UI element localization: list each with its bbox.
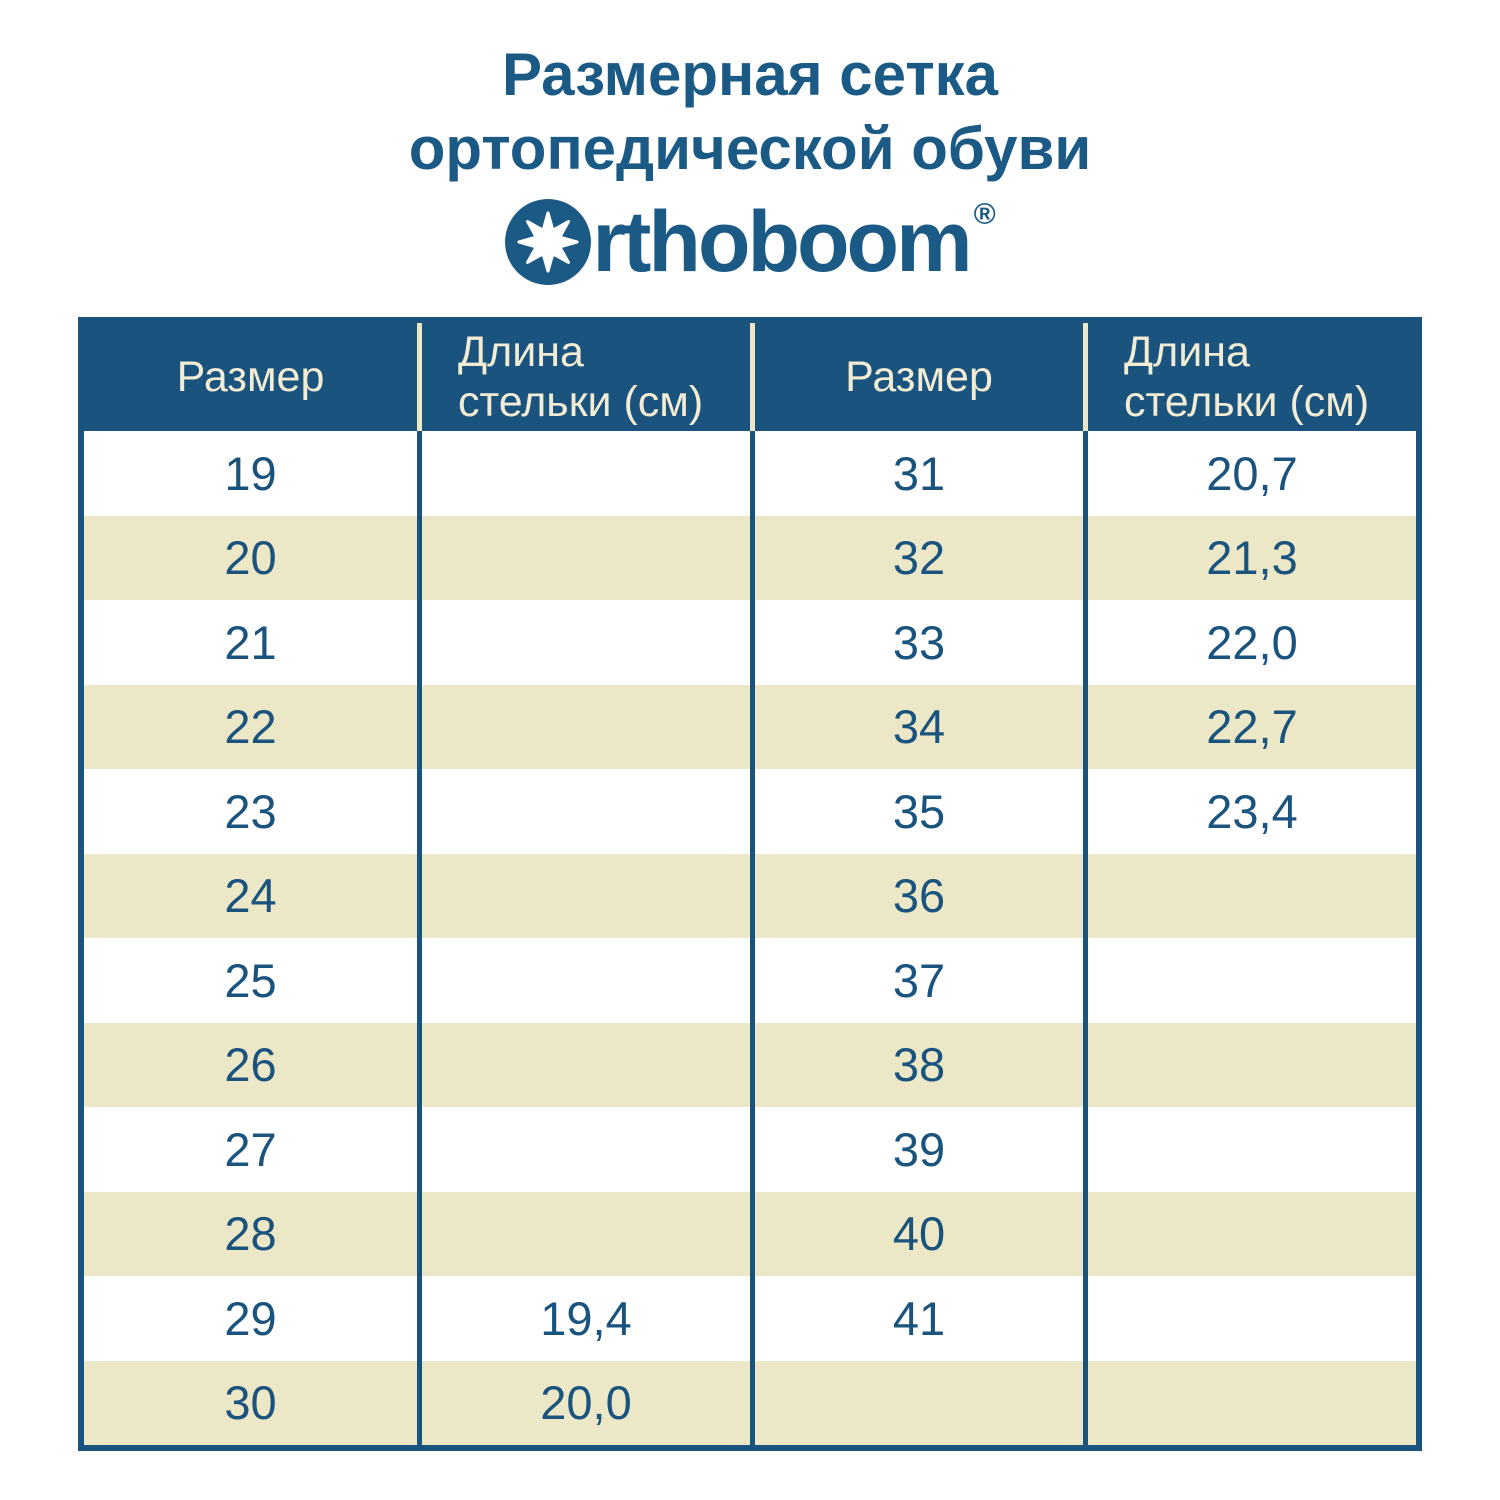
header-insole-right-line1: Длина <box>1124 328 1250 376</box>
insole-length-cell <box>417 516 750 601</box>
size-cell: 27 <box>224 1122 277 1176</box>
table-row <box>84 1023 1416 1108</box>
table-row <box>84 431 1416 516</box>
insole-length-cell: 22,7 <box>1083 685 1416 770</box>
size-cell: 29 <box>224 1291 277 1345</box>
insole-length-cell <box>1083 1107 1416 1192</box>
insole-length-cell <box>417 1107 750 1192</box>
header-insole-left <box>417 323 750 431</box>
insole-length-cell <box>417 769 750 854</box>
size-cell: 28 <box>224 1207 277 1261</box>
table-row <box>84 516 1416 601</box>
title-line-1: Размерная сетка <box>501 41 999 108</box>
insole-length-cell <box>1083 1192 1416 1277</box>
table-row <box>84 1192 1416 1277</box>
insole-length-cell: 19,4 <box>417 1276 750 1361</box>
insole-length-cell: 20,7 <box>1083 431 1416 516</box>
insole-length-cell <box>417 854 750 939</box>
table-row <box>84 769 1416 854</box>
size-cell: 41 <box>750 1276 1083 1361</box>
table-row <box>84 1361 1416 1446</box>
size-cell: 38 <box>750 1023 1083 1108</box>
size-cell: 24 <box>224 869 277 923</box>
table-row <box>84 1107 1416 1192</box>
size-table <box>78 317 1422 1451</box>
size-cell: 22 <box>224 700 277 754</box>
insole-length-cell <box>1083 938 1416 1023</box>
size-cell: 32 <box>750 516 1083 601</box>
insole-length-cell: 23,4 <box>1083 769 1416 854</box>
header-size-right: Размер <box>750 323 1083 431</box>
header-insole-right-line2: стельки (см) <box>1124 378 1370 426</box>
size-cell: 40 <box>750 1192 1083 1277</box>
logo-brand-text: rthoboom <box>592 194 970 290</box>
insole-length-cell <box>417 938 750 1023</box>
header-insole-right <box>1083 323 1416 431</box>
insole-length-cell: 20,0 <box>417 1361 750 1446</box>
insole-length-cell <box>1083 1361 1416 1446</box>
size-cell: 19 <box>224 446 277 500</box>
size-cell: 31 <box>750 431 1083 516</box>
size-cell: 33 <box>750 600 1083 685</box>
insole-length-cell <box>417 1192 750 1277</box>
table-row <box>84 854 1416 939</box>
insole-length-cell <box>417 685 750 770</box>
insole-length-cell: 22,0 <box>1083 600 1416 685</box>
size-cell: 26 <box>224 1038 277 1092</box>
size-cell: 20 <box>224 531 277 585</box>
size-cell: 23 <box>224 784 277 838</box>
table-header-row <box>84 323 1416 431</box>
size-cell: 21 <box>224 615 277 669</box>
orthoboom-star-o-icon <box>504 198 592 286</box>
table-row <box>84 685 1416 770</box>
table-row <box>84 1276 1416 1361</box>
table-row <box>84 600 1416 685</box>
size-cell: 37 <box>750 938 1083 1023</box>
orthoboom-logo <box>0 196 1500 288</box>
insole-length-cell <box>1083 1276 1416 1361</box>
size-cell <box>750 1361 1083 1446</box>
size-cell: 35 <box>750 769 1083 854</box>
size-cell: 34 <box>750 685 1083 770</box>
registered-trademark-icon: ® <box>973 198 996 231</box>
insole-length-cell: 21,3 <box>1083 516 1416 601</box>
size-cell: 25 <box>224 953 277 1007</box>
size-cell: 39 <box>750 1107 1083 1192</box>
header-insole-left-line1: Длина <box>458 328 584 376</box>
insole-length-cell <box>1083 854 1416 939</box>
insole-length-cell <box>417 431 750 516</box>
insole-length-cell <box>417 600 750 685</box>
size-cell: 36 <box>750 854 1083 939</box>
size-cell: 30 <box>224 1376 277 1430</box>
header-size-left: Размер <box>176 352 325 401</box>
title-line-2: ортопедической обуви <box>408 115 1092 182</box>
table-row <box>84 938 1416 1023</box>
insole-length-cell <box>417 1023 750 1108</box>
header-insole-left-line2: стельки (см) <box>458 378 704 426</box>
insole-length-cell <box>1083 1023 1416 1108</box>
page-title <box>0 38 1500 186</box>
